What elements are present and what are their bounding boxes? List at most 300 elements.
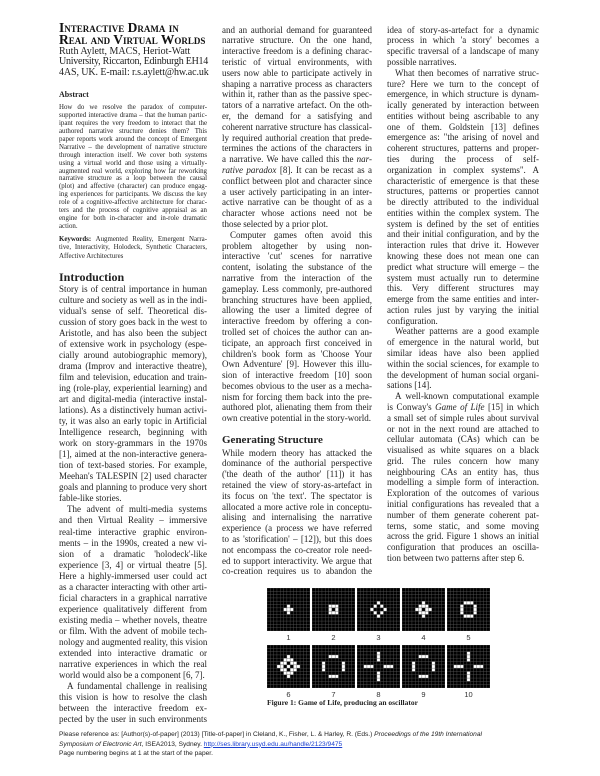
live-cell: [383, 665, 386, 668]
text-line: of emergence in the natural world, but: [387, 337, 539, 348]
text-line: those selected by a prior plot.: [222, 218, 328, 229]
live-cell: [432, 665, 435, 668]
italic-text: Game of Life: [435, 401, 485, 412]
text-line: role of a cognitive-affective architecture for charac-: [59, 199, 207, 207]
live-cell: [467, 614, 470, 617]
text-line: initial configurations has revealed that a: [387, 498, 539, 509]
live-cell: [473, 665, 476, 668]
text-line: ('the death of the author' [11]) it has: [222, 469, 372, 480]
text-line: characteristic of emergence is that these: [387, 175, 539, 186]
text-line: Here a highly-immersed user could act: [59, 570, 207, 581]
text-line: narrative structure. On the one hand,: [222, 35, 372, 46]
text-line: becomes obvious to the user as a mecha-: [222, 380, 372, 391]
text-line: gameplay. Less commonly, pre-authored: [222, 283, 372, 294]
text-line: film and television, education and train-: [59, 371, 207, 382]
text-line: emerge from the same entities and inter-: [387, 294, 539, 305]
live-cell: [467, 675, 470, 678]
live-cell: [467, 601, 470, 604]
panel-step-label: 3: [376, 633, 381, 642]
author-info: [59, 47, 209, 79]
text-line: emergence, in which structure is dynam-: [387, 89, 539, 100]
text-line: vidual's sense of self. Theoretical dis-: [59, 305, 207, 316]
text-line: How do we resolve the paradox of computer-: [59, 104, 207, 111]
text-line: er, the demand for a satisfying and: [222, 110, 372, 121]
text-line: ipant requires the very freedom to interact that the: [59, 119, 207, 127]
text-line: lations). As a distinctively human activi-: [59, 405, 207, 416]
live-cell: [329, 655, 332, 658]
text-line: ficial characters in a graphical narrative: [59, 592, 207, 603]
live-cell: [390, 665, 393, 668]
text-line: to as 'storification' – [12]), but this does: [222, 533, 372, 544]
text-line: sion of a dramatic 'holodeck'-like: [59, 548, 207, 559]
live-cell: [467, 678, 470, 681]
live-cell: [457, 665, 460, 668]
live-cell: [332, 675, 335, 678]
live-cell: [432, 662, 435, 665]
live-cell: [290, 608, 293, 611]
italic-text: nar-: [356, 154, 372, 165]
live-cell: [467, 655, 470, 658]
live-cell: [332, 611, 335, 614]
text-line: Own Adventure' [9]. However this illu-: [222, 359, 372, 370]
live-cell: [290, 668, 293, 671]
live-cell: [293, 665, 296, 668]
text-line: interaction rules that drive it. However: [387, 240, 539, 251]
live-cell: [364, 665, 367, 668]
author-line: University, Riccarton, Edinburgh EH14: [59, 56, 209, 67]
live-cell: [454, 665, 457, 668]
text-line: tion of text-based stories. For example,: [59, 460, 207, 471]
text-line: possible narratives.: [387, 56, 457, 67]
panel-step-label: 6: [286, 690, 291, 699]
panel-step-label: 4: [421, 633, 426, 642]
live-cell: [335, 605, 338, 608]
text-line: experience [3, 4] or virtual theatre [5].: [59, 559, 207, 570]
generating-structure-body: [222, 448, 372, 578]
text-line: nology and augmented reality, this vision: [59, 637, 208, 647]
text-line: across the grid. Figure 1 shows an initial: [387, 531, 539, 542]
text-line: retained the view of story-as-artefact in: [222, 479, 372, 490]
live-cell: [284, 662, 287, 665]
text-line: experience (a process we have referred: [222, 523, 372, 534]
live-cell: [464, 601, 467, 604]
live-cell: [377, 652, 380, 655]
text-line: A well-known computational example: [395, 391, 539, 402]
text-line: between the interactive freedom ex-: [59, 703, 207, 714]
live-cell: [284, 668, 287, 671]
text-line: Affective Architectures: [59, 252, 124, 260]
text-segment: a narrative. We have called this the: [222, 154, 357, 165]
live-cell: [374, 611, 377, 614]
text-line: ticipate, an approach first conceived in: [222, 337, 372, 348]
text-line: paper reports work around the concept of Emergent: [59, 135, 207, 143]
live-cell: [290, 671, 293, 674]
live-cell: [329, 611, 332, 614]
live-cell: [329, 605, 332, 608]
live-cell: [297, 665, 300, 668]
text-line: ty, it was also an early topic in Artificial: [59, 416, 207, 427]
text-line: Weather patterns are a good example: [395, 326, 539, 337]
live-cell: [287, 671, 290, 674]
title-line: Real and Virtual Worlds: [59, 31, 206, 47]
live-cell: [428, 608, 431, 611]
live-cell: [374, 605, 377, 608]
live-cell: [335, 655, 338, 658]
text-line: ing experiences for participants. We discuss the key: [59, 191, 207, 199]
text-line: and an authorial demand for guaranteed: [222, 24, 372, 35]
author-line: Ruth Aylett, MACS, Heriot-Watt: [59, 45, 191, 57]
text-line: extended into interactive dramatic or: [59, 648, 207, 659]
text-line: nism for forcing them back into the pre-: [222, 391, 372, 402]
live-cell: [412, 668, 415, 671]
column-1-body: [59, 284, 207, 726]
panel-step-label: 1: [286, 633, 291, 642]
footer-text: Please reference as: [Author(s)-of-paper] (2013) [Title-of-paper] in Cleland, K., Fisher, L. & Harley, R. (Eds.): [59, 731, 375, 738]
text-line: within it, rather than as the passive spec-: [222, 89, 372, 100]
text-line: trolled set of choices the author can an-: [222, 326, 372, 337]
live-cell: [419, 611, 422, 614]
footer-text: , ISEA2013, Sydney.: [141, 740, 204, 748]
live-cell: [335, 675, 338, 678]
live-cell: [322, 662, 325, 665]
text-line: using a virtual world and those using a virtually-: [59, 159, 207, 167]
text-line: ties during the process of self-: [387, 153, 539, 164]
text-line: authored plot, alienating them from their: [222, 402, 372, 413]
text-line: interactive 'cut' scenes for narrative: [222, 251, 372, 262]
live-cell: [287, 611, 290, 614]
text-line: number of them generate coherent pat-: [387, 509, 539, 520]
text-line: ments – in the 1990s, created a new vi-: [59, 537, 207, 548]
live-cell: [287, 675, 290, 678]
text-line: Narrative – the development of narrative structure: [59, 143, 207, 151]
text-line: this. Very different structures may: [387, 283, 539, 294]
live-cell: [287, 658, 290, 661]
text-line: [222, 165, 372, 176]
live-cell: [280, 668, 283, 671]
live-cell: [467, 671, 470, 674]
live-cell: [377, 601, 380, 604]
text-line: [387, 402, 539, 413]
live-cell: [287, 605, 290, 608]
text-line: within the social sciences, for example to: [387, 358, 539, 369]
live-cell: [473, 611, 476, 614]
text-line: configuration.: [387, 315, 438, 326]
live-cell: [342, 668, 345, 671]
paper-title: [59, 22, 209, 45]
live-cell: [460, 665, 463, 668]
text-line: users now able to participate actively in: [222, 67, 372, 78]
text-line: system is defined by the set of entities: [387, 218, 539, 229]
text-line: its focus on 'the text'. The spectator is: [222, 490, 372, 501]
title-line: Interactive Drama in: [59, 20, 179, 35]
text-line: dominance of the authorial perspective: [222, 458, 372, 469]
text-line: one of them. Goldstein [13] defines: [387, 121, 539, 132]
live-cell: [470, 614, 473, 617]
text-line: Aristotle, and has also been the subject: [59, 327, 207, 338]
text-line: character whose actions need not be: [222, 208, 372, 219]
live-cell: [425, 605, 428, 608]
text-line: fable-like stories.: [59, 493, 122, 504]
live-cell: [293, 662, 296, 665]
panel-step-label: 5: [466, 633, 471, 642]
game-of-life-panel: [402, 588, 445, 631]
text-line: termines the actions of the characters in: [222, 143, 372, 154]
text-line: action.: [59, 223, 78, 231]
text-line: authored narrative structure denies them? This: [59, 127, 207, 135]
live-cell: [460, 608, 463, 611]
text-line: tion between two patterns after step 6.: [387, 552, 525, 563]
text-line: narrative experiences in which the real: [59, 659, 207, 670]
live-cell: [422, 611, 425, 614]
live-cell: [322, 665, 325, 668]
live-cell: [329, 608, 332, 611]
live-cell: [422, 675, 425, 678]
text-line: While modern theory has attacked the: [222, 447, 372, 458]
text-line: neighbouring CAs an entity has, thus: [387, 466, 539, 477]
reference-footer: [59, 730, 559, 759]
game-of-life-panel: [402, 645, 445, 688]
text-line: cussion of story goes back in the west to: [59, 316, 207, 327]
text-line: What then becomes of narrative struc-: [395, 67, 539, 78]
text-line: system must actually run to determine: [387, 272, 539, 283]
game-of-life-panel: [267, 588, 310, 631]
text-line: this vision is how to resolve the clash: [59, 692, 207, 703]
text-segment: is Conway's: [387, 401, 436, 412]
text-line: or not in the next round are attached to: [387, 423, 539, 434]
footer-text: Proceedings of the 19th International: [374, 731, 482, 738]
live-cell: [473, 605, 476, 608]
text-line: coherent structures, patterns and proper-: [387, 143, 539, 154]
live-cell: [377, 678, 380, 681]
live-cell: [290, 662, 293, 665]
live-cell: [277, 665, 280, 668]
text-line: drama (Improv and interactive theatre),: [59, 360, 207, 371]
footer-text: Symposium of Electronic Art: [59, 740, 142, 748]
figure-game-of-life: [267, 588, 497, 713]
live-cell: [422, 601, 425, 604]
live-cell: [377, 671, 380, 674]
text-line: not encompass the co-creator role need-: [222, 544, 372, 555]
panel-step-label: 10: [464, 690, 473, 699]
text-line: [59, 236, 207, 245]
text-line: similar ideas have also been applied: [387, 348, 539, 359]
text-line: emergence as: "the arising of novel and: [387, 132, 539, 143]
live-cell: [412, 665, 415, 668]
live-cell: [367, 665, 370, 668]
live-cell: [342, 662, 345, 665]
text-line: structures, patterns or properties cannot: [387, 186, 539, 197]
text-line: specific traversal of a landscape of many: [387, 46, 539, 57]
text-line: work on story-grammars in the 1970s: [59, 438, 207, 449]
live-cell: [280, 662, 283, 665]
text-line: Exploration of the outcomes of various: [387, 488, 539, 499]
live-cell: [287, 665, 290, 668]
text-line: knowing these does not mean one can: [387, 251, 539, 261]
live-cell: [473, 608, 476, 611]
text-line: ed to support interactivity. We argue that: [222, 555, 372, 566]
live-cell: [383, 608, 386, 611]
live-cell: [287, 608, 290, 611]
text-line: problem altogether by using non-: [222, 240, 372, 251]
live-cell: [284, 671, 287, 674]
live-cell: [467, 652, 470, 655]
live-cell: [425, 675, 428, 678]
text-line: and their initial configuration, and by the: [387, 229, 539, 240]
live-cell: [380, 611, 383, 614]
text-line: entities without being ascribable to any: [387, 110, 539, 121]
footer-line-1: [59, 730, 559, 740]
text-segment: [8]. It can be recast as a: [276, 164, 372, 175]
text-line: Computer games often avoid this: [230, 229, 372, 240]
text-line: experience qualitatively different from: [59, 603, 207, 614]
text-line: cellular automata (CAs) which can be: [387, 434, 539, 445]
column-2-body: [222, 25, 372, 424]
text-line: co-creation requires us to abandon the: [222, 566, 372, 577]
text-line: of extensive work in psychology (espe-: [59, 338, 207, 349]
text-line: entities within the complex system. The: [387, 207, 539, 218]
live-cell: [419, 655, 422, 658]
text-line: ically generated by interaction between: [387, 100, 539, 111]
text-line: narrative from the interaction of the: [222, 272, 372, 283]
text-line: allowing the user a limited degree of: [222, 305, 372, 316]
text-line: The advent of multi-media systems: [67, 504, 207, 515]
live-cell: [377, 614, 380, 617]
live-cell: [377, 675, 380, 678]
text-line: supported interactive drama – that the human partic-: [59, 111, 207, 119]
text-line: Intelligence research, beginning with: [59, 427, 207, 438]
live-cell: [432, 668, 435, 671]
live-cell: [342, 665, 345, 668]
text-line: grid. The rules concern how many: [387, 455, 539, 466]
live-cell: [467, 658, 470, 661]
live-cell: [419, 608, 422, 611]
live-cell: [480, 665, 483, 668]
text-line: augmented real world, exploring how far reworking: [59, 167, 207, 175]
column-3-body: [387, 25, 539, 564]
live-cell: [415, 608, 418, 611]
text-line: branching structures have been applied,: [222, 294, 372, 305]
text-line: A fundamental challenge in realising: [67, 681, 207, 692]
live-cell: [332, 655, 335, 658]
text-line: ters and the process of cognitive appraisal as an: [59, 207, 207, 215]
text-segment: Augmented Reality, Emergent Narra-: [95, 235, 207, 243]
text-line: action rules just by varying the initial: [387, 304, 539, 315]
text-line: tive, Interactivity, Holodeck, Synthetic Characters,: [59, 244, 207, 251]
live-cell: [293, 668, 296, 671]
live-cell: [425, 611, 428, 614]
text-line: conflict between plot and character since: [222, 175, 372, 186]
footer-line-2: [59, 740, 559, 750]
text-line: goals and planning to produce very short: [59, 482, 207, 493]
live-cell: [280, 665, 283, 668]
live-cell: [380, 605, 383, 608]
live-cell: [412, 662, 415, 665]
live-cell: [422, 614, 425, 617]
text-line: tators of a narrative artefact. On the oth-: [222, 100, 372, 111]
text-line: world would also be a component [6, 7].: [59, 670, 205, 681]
live-cell: [370, 665, 373, 668]
live-cell: [284, 608, 287, 611]
live-cell: [322, 668, 325, 671]
text-line: terns, some static, and some moving: [387, 520, 539, 531]
text-line: content, isolating the substance of the: [222, 262, 372, 273]
text-line: existing media – whether novels, theatre: [59, 614, 207, 625]
text-line: sations [14].: [387, 380, 432, 391]
text-line: idea of story-as-artefact for a dynamic: [387, 24, 539, 35]
live-cell: [425, 655, 428, 658]
text-line: own creative potential in the story-world.: [222, 413, 371, 424]
panel-step-label: 7: [331, 690, 336, 699]
text-line: ture? Here we turn to the concept of: [387, 78, 539, 89]
text-line: and then Virtual Reality – immersive: [59, 515, 207, 526]
panel-step-label: 8: [376, 690, 381, 699]
repository-link[interactable]: http://ses.library.usyd.edu.au/handle/2123/9475: [203, 740, 343, 748]
text-line: ing (role-play, experiential learning) and: [59, 382, 207, 393]
live-cell: [460, 611, 463, 614]
live-cell: [287, 655, 290, 658]
abstract-text: [59, 104, 207, 231]
live-cell: [284, 658, 287, 661]
live-cell: [419, 605, 422, 608]
text-line: [1], aimed at the non-interactive genera-: [59, 449, 207, 460]
text-line: configuration that produces an oscilla-: [387, 542, 539, 553]
text-line: modelling a simple form of interaction.: [387, 477, 539, 488]
text-line: through interaction itself. We cover both systems: [59, 151, 207, 159]
text-line: predict what structure will emerge – the: [387, 261, 539, 272]
text-line: engine for both in-character and in-role dramatic: [59, 215, 207, 223]
live-cell: [477, 665, 480, 668]
text-line: coherent narrative structure has classical-: [222, 121, 372, 132]
game-of-life-panel: [312, 645, 355, 688]
text-line: interactive freedom is a defining charac-: [222, 46, 372, 57]
author-line: 4AS, UK. E-mail: r.s.aylett@hw.ac.uk: [59, 66, 209, 78]
panel-step-label: 9: [421, 690, 426, 699]
panel-step-label: 2: [331, 633, 336, 642]
game-of-life-panel: [447, 645, 490, 688]
live-cell: [377, 655, 380, 658]
text-line: allocated a more active role in conceptu-: [222, 501, 372, 512]
text-line: teristic of virtual environments, with: [222, 56, 372, 67]
live-cell: [470, 601, 473, 604]
live-cell: [335, 611, 338, 614]
live-cell: [422, 655, 425, 658]
text-line: pected by the user in such environments: [59, 714, 207, 725]
text-line: culture and society as well as in the indi-: [59, 294, 207, 305]
live-cell: [332, 605, 335, 608]
live-cell: [290, 658, 293, 661]
text-line: Meehan's TALESPIN [2] used character: [59, 471, 207, 482]
text-line: art and digital-media (interactive instal-: [59, 393, 207, 404]
live-cell: [422, 605, 425, 608]
live-cell: [335, 608, 338, 611]
text-line: active narrative can be thought of as a: [222, 197, 372, 208]
text-line: sion of interactive freedom [10] soon: [222, 370, 372, 381]
game-of-life-panel: [312, 588, 355, 631]
live-cell: [460, 605, 463, 608]
italic-text: rative paradox: [222, 164, 277, 175]
text-line: real-time interactive graphic environ-: [59, 526, 207, 537]
text-segment: [15] in which: [484, 401, 539, 412]
text-line: or film. With the advent of mobile tech-: [59, 625, 207, 636]
text-line: ly required authorial creation that prede-: [222, 132, 372, 143]
live-cell: [419, 675, 422, 678]
live-cell: [387, 665, 390, 668]
game-of-life-panel: [267, 645, 310, 688]
text-line: a small set of simple rules about survival: [387, 412, 539, 423]
bold-label: Keywords:: [59, 235, 96, 243]
text-line: be directly attributed to the individual: [387, 197, 539, 208]
generating-structure-heading: Generating Structure: [222, 434, 323, 446]
